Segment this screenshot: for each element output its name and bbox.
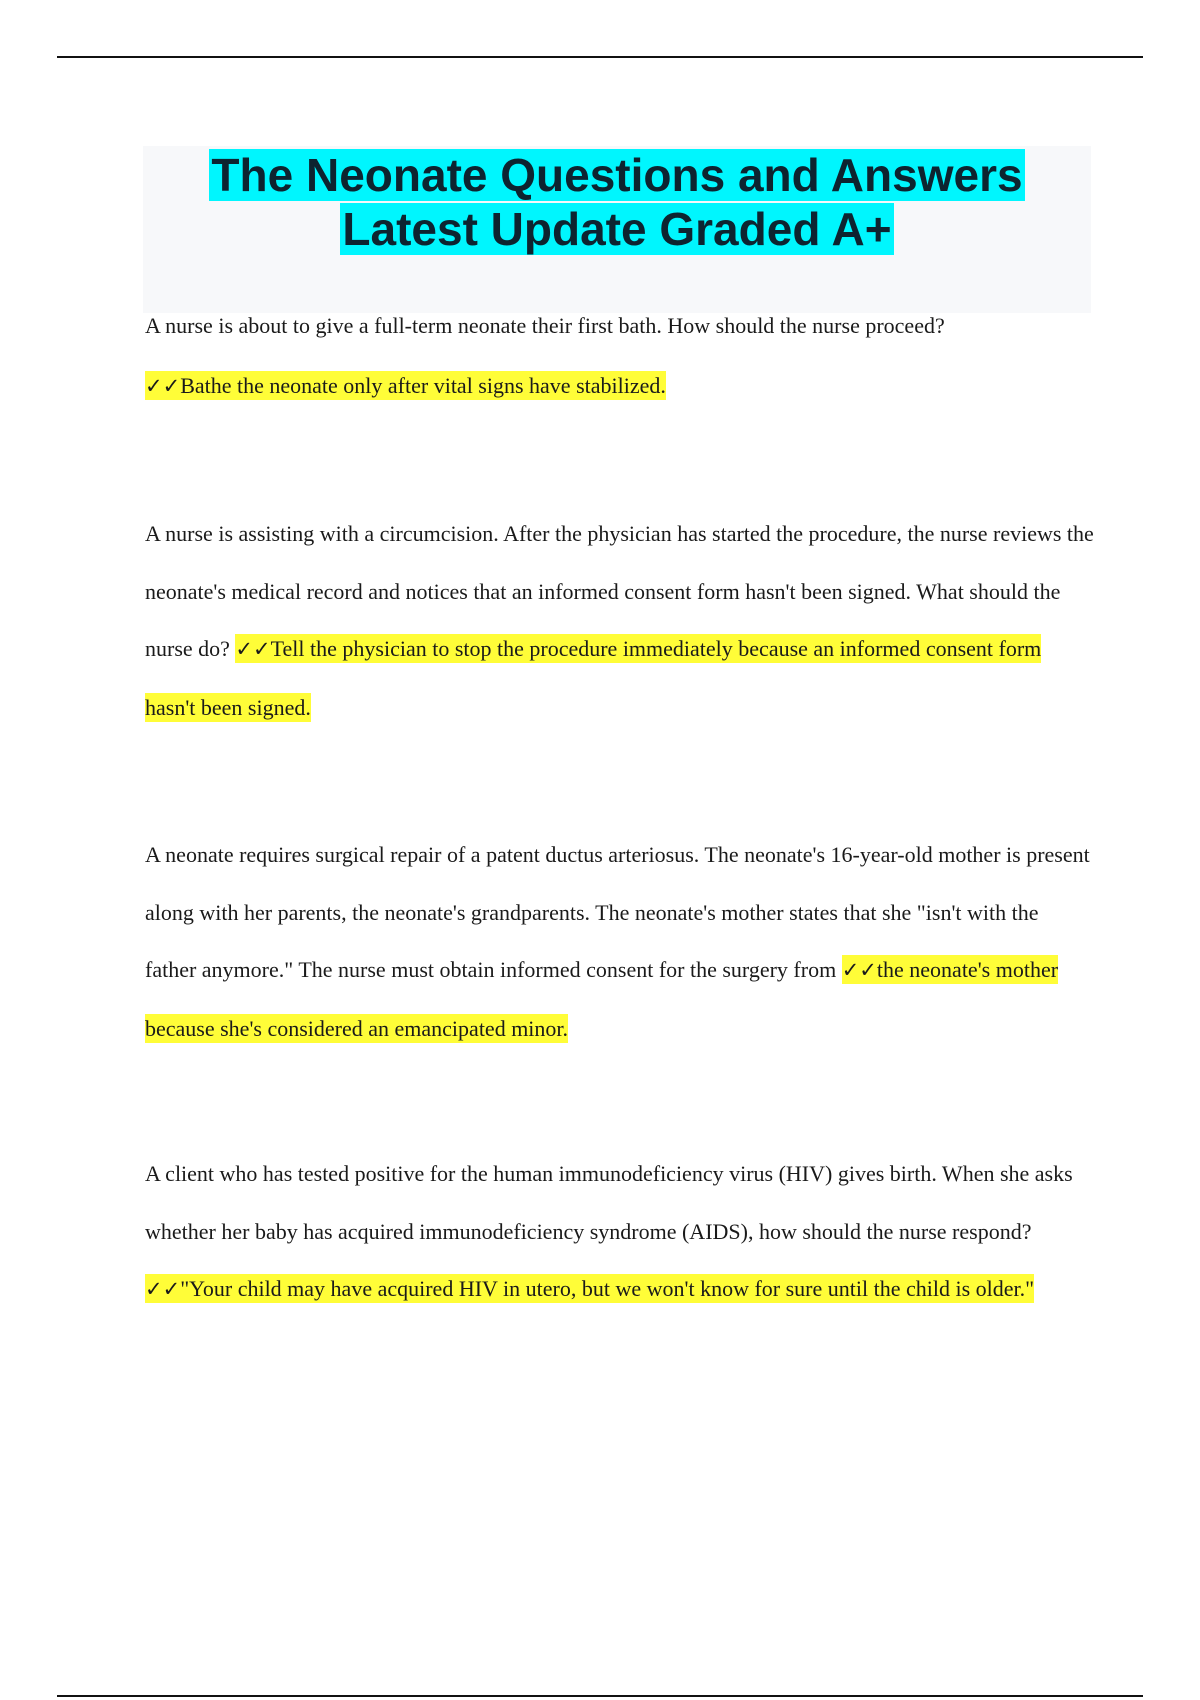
qa-item-3: [145, 826, 1095, 1057]
question-text: A neonate requires surgical repair of a patent ductus arteriosus. The neonate's 16-year-old mother is present along with her parents, the neonate's grandparents. The neonate's mother states that she "isn't with the father anymore." The nurse must obtain informed consent for the surgery from: [145, 842, 1090, 982]
title-line-1: [143, 148, 1091, 202]
question-text: A nurse is assisting with a circumcision. After the physician has started the procedure, the nurse reviews the neonate's medical record and notices that an informed consent form hasn't been signed. What should the nurse do?: [145, 521, 1094, 661]
question-text: A nurse is about to give a full-term neonate their first bath. How should the nurse proceed?: [145, 313, 945, 338]
qa-item-1: [145, 297, 1095, 415]
title-line-2: [143, 202, 1091, 256]
answer-text: "Your child may have acquired HIV in utero, but we won't know for sure until the child is older.": [180, 1276, 1035, 1301]
answer-highlight: [145, 371, 666, 400]
qa-item-2: [145, 505, 1095, 736]
title-highlight-1: The Neonate Questions and Answers: [211, 149, 1023, 201]
answer-text: the neonate's mother because she's considered an emancipated minor.: [145, 957, 1059, 1041]
question-text: A client who has tested positive for the human immunodeficiency virus (HIV) gives birth. When she asks whether her baby has acquired immunodeficiency syndrome (AIDS), how should the nurse respond?: [145, 1161, 1073, 1244]
double-check-icon: ✓✓: [235, 637, 271, 661]
answer-highlight: [145, 634, 1041, 722]
answer-highlight: [145, 1274, 1034, 1303]
top-rule: [57, 56, 1143, 58]
double-check-icon: ✓✓: [145, 373, 181, 398]
double-check-icon: ✓✓: [841, 958, 877, 982]
bottom-rule: [57, 1695, 1143, 1697]
answer-line: [145, 357, 1095, 416]
answer-text: Bathe the neonate only after vital signs have stabilized.: [180, 372, 666, 398]
qa-item-4: [145, 1145, 1095, 1319]
double-check-icon: ✓✓: [145, 1277, 181, 1301]
answer-text: Tell the physician to stop the procedure immediately because an informed consent form hasn't been signed.: [145, 636, 1042, 720]
title-highlight-2: Latest Update Graded A+: [342, 203, 892, 255]
title-block: [143, 146, 1091, 313]
